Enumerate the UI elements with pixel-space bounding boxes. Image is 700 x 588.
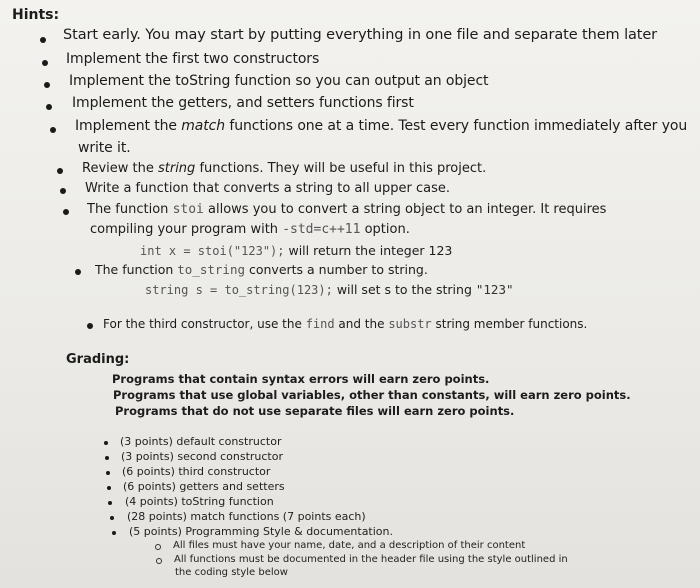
- grading-rule-3: Programs that do not use separate files will earn zero points.: [115, 404, 515, 418]
- bullet: [42, 60, 48, 66]
- bullet: [106, 471, 110, 475]
- bullet: [40, 37, 46, 43]
- style-sub-item-1: All files must have your name, date, and a description of their content: [173, 540, 526, 551]
- bullet: [87, 323, 93, 329]
- hint-item-3: Implement the toString function so you can output an object: [69, 73, 489, 89]
- bullet: [44, 82, 50, 88]
- stoi-example: int x = stoi("123"); will return the integer 123: [140, 243, 453, 258]
- bullet: [75, 269, 81, 275]
- hints-title: Hints:: [12, 7, 60, 23]
- to-string-example: string s = to_string(123); will set s to the string "123": [145, 282, 514, 297]
- points-item: (3 points) default constructor: [120, 435, 282, 448]
- hint-item-10: For the third constructor, use the find and the substr string member functions.: [103, 317, 588, 331]
- bullet: [110, 516, 114, 520]
- grading-rule-1: Programs that contain syntax errors will earn zero points.: [112, 372, 490, 386]
- points-item: (6 points) getters and setters: [123, 480, 285, 493]
- bullet: [108, 501, 112, 505]
- bullet: [60, 188, 66, 194]
- hint-item-6: Review the string functions. They will be useful in this project.: [82, 161, 487, 176]
- style-sub-item-2: All functions must be documented in the header file using the style outlined in: [174, 554, 568, 565]
- hint-item-1: Start early. You may start by putting everything in one file and separate them later: [63, 27, 658, 43]
- bullet: [63, 209, 69, 215]
- hint-item-5-cont: write it.: [78, 140, 131, 156]
- hint-item-8: The function stoi allows you to convert a string object to an integer. It requires: [87, 202, 607, 217]
- points-item: (4 points) toString function: [125, 495, 274, 508]
- style-sub-item-2-cont: the coding style below: [175, 567, 288, 578]
- points-item: (6 points) third constructor: [122, 465, 271, 478]
- hint-item-2: Implement the first two constructors: [66, 51, 320, 67]
- hint-item-8-cont: compiling your program with -std=c++11 option.: [90, 222, 410, 237]
- bullet: [105, 456, 109, 460]
- bullet: [112, 531, 116, 535]
- sub-bullet: [156, 558, 162, 564]
- points-item: (28 points) match functions (7 points each): [127, 510, 366, 523]
- hint-item-5: Implement the match functions one at a time. Test every function immediately after you: [75, 118, 688, 134]
- sub-bullet: [155, 544, 161, 550]
- hint-item-4: Implement the getters, and setters functions first: [72, 95, 414, 111]
- hint-item-7: Write a function that converts a string to all upper case.: [85, 181, 450, 196]
- points-item: (5 points) Programming Style & documentation.: [129, 525, 393, 538]
- bullet: [107, 486, 111, 490]
- grading-title: Grading:: [66, 352, 130, 367]
- points-item: (3 points) second constructor: [121, 450, 283, 463]
- bullet: [57, 168, 63, 174]
- hint-item-9: The function to_string converts a number to string.: [95, 262, 428, 277]
- bullet: [46, 104, 52, 110]
- bullet: [104, 441, 108, 445]
- bullet: [50, 127, 56, 133]
- grading-rule-2: Programs that use global variables, other than constants, will earn zero points.: [113, 388, 631, 402]
